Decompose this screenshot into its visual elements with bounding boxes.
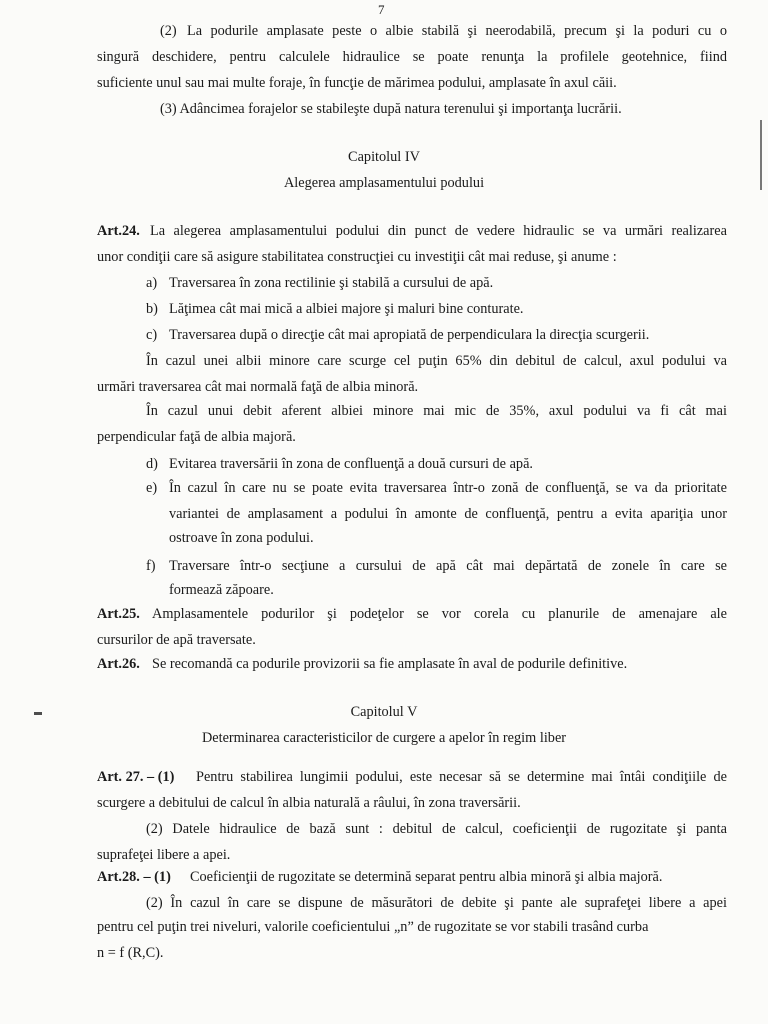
item-d-mark: d) — [146, 456, 158, 472]
chapter-5-heading: Capitolul V — [350, 704, 418, 720]
art25-line-2: cursurilor de apă traversate. — [97, 632, 256, 648]
item-d-text: Evitarea traversării în zona de confluenţă a două cursuri de apă. — [169, 456, 533, 472]
item-a-mark: a) — [146, 275, 158, 291]
art27-p2-line-1: (2) Datele hidraulice de bază sunt : debitul de calcul, coeficienţii de rugozitate şi panta — [146, 821, 727, 837]
chapter-5-title: Determinarea caracteristicilor de curgere a apelor în regim liber — [201, 730, 567, 746]
chapter-4-title: Alegerea amplasamentului podului — [283, 175, 485, 191]
p2-line-2: singură deschidere, pentru calculele hidraulice se poate renunţa la profilele geotehnice, fiind — [97, 49, 727, 65]
art24-line-2: unor condiţii care să asigure stabilitatea construcţiei cu investiţii cât mai reduse, şi anume : — [97, 249, 617, 265]
scan-dot-mark — [34, 712, 42, 715]
art24-line-1: La alegerea amplasamentului podului din punct de vedere hidraulic se va urmări realizarea — [150, 223, 727, 239]
p2-line-1: La podurile amplasate peste o albie stabilă şi neerodabilă, precum şi la poduri cu o — [187, 23, 727, 39]
item-b-text: Lăţimea cât mai mică a albiei majore şi maluri bine conturate. — [169, 301, 524, 317]
art25-label: Art.25. — [97, 606, 140, 622]
para1-line-2: urmări traversarea cât mai normală faţă de albia minoră. — [97, 379, 419, 395]
item-e-line-3: ostroave în zona podului. — [169, 530, 314, 546]
art28-p2-line-2: pentru cel puţin trei niveluri, valorile coeficientului „n” de rugozitate se vor stabili trasând curba — [97, 919, 649, 935]
item-e-mark: e) — [146, 480, 158, 496]
scan-edge-mark — [760, 120, 762, 190]
para2-line-2: perpendicular faţă de albia majoră. — [97, 429, 296, 445]
item-a-text: Traversarea în zona rectilinie şi stabilă a cursului de apă. — [169, 275, 494, 291]
item-e-line-1: În cazul în care nu se poate evita traversarea într-o zonă de confluenţă, se va da prioritate — [169, 480, 727, 496]
item-f-line-2: formează zăpoare. — [169, 582, 274, 598]
art27-line-1: Pentru stabilirea lungimii podului, este necesar să se determine mai întâi condiţiile de — [196, 769, 727, 785]
chapter-4-heading: Capitolul IV — [348, 149, 420, 165]
item-b-mark: b) — [146, 301, 158, 317]
art27-label: Art. 27. – (1) — [97, 769, 175, 785]
item-c-text: Traversarea după o direcţie cât mai apropiată de perpendiculara la direcţia scurgerii. — [169, 327, 650, 343]
p2-line-3: suficiente unul sau mai multe foraje, în funcţie de mărimea podului, amplasate în axul căii. — [97, 75, 617, 91]
art28-line-1: Coeficienţii de rugozitate se determină separat pentru albia minoră şi albia majoră. — [190, 869, 663, 885]
art25-line-1: Amplasamentele podurilor şi podeţelor se vor corela cu planurile de amenajare ale — [152, 606, 727, 622]
art28-p2-line-1: (2) În cazul în care se dispune de măsurători de debite şi pante ale suprafeţei libere a apei — [146, 895, 727, 911]
art28-p2-line-3: n = f (R,C). — [97, 945, 164, 961]
art27-p2-line-2: suprafeţei libere a apei. — [97, 847, 231, 863]
art26-text: Se recomandă ca podurile provizorii sa fie amplasate în aval de podurile definitive. — [152, 656, 628, 672]
p2-lead: (2) — [160, 23, 177, 39]
art26-label: Art.26. — [97, 656, 140, 672]
art27-line-2: scurgere a debitului de calcul în albia naturală a râului, în zona traversării. — [97, 795, 521, 811]
para2-line-1: În cazul unui debit aferent albiei minore mai mic de 35%, axul podului va fi cât mai — [146, 403, 727, 419]
item-e-line-2: variantei de amplasament a podului în amonte de confluenţă, pentru a evita apariţia unor — [169, 506, 727, 522]
para1-line-1: În cazul unei albii minore care scurge cel puţin 65% din debitul de calcul, axul podului va — [146, 353, 727, 369]
p3-line: (3) Adâncimea forajelor se stabileşte după natura terenului şi importanţa lucrării. — [160, 101, 622, 117]
art24-label: Art.24. — [97, 223, 140, 239]
page-number: 7 — [378, 2, 385, 17]
art28-label: Art.28. – (1) — [97, 869, 171, 885]
item-c-mark: c) — [146, 327, 158, 343]
item-f-line-1: Traversare într-o secţiune a cursului de apă cât mai depărtată de zonele în care se — [169, 558, 727, 574]
item-f-mark: f) — [146, 558, 156, 574]
